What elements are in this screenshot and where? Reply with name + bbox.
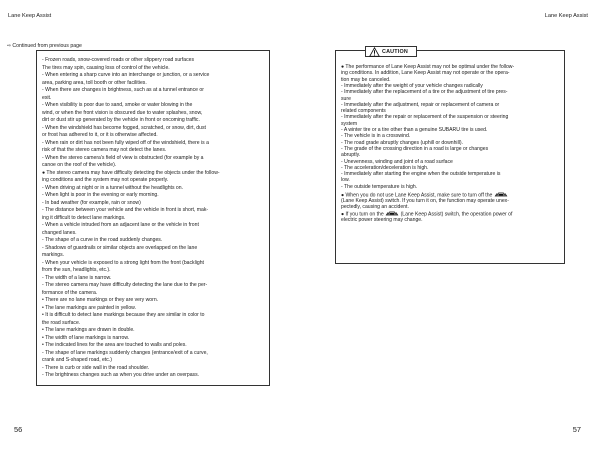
switch-note-text-4b: (Lane Keep Assist) switch, the operation power of (400, 211, 513, 218)
text-line: - When driving at night or in a tunnel without the headlights on. (42, 184, 184, 191)
text-line: or frost has adhered to it, or it is otherwise affected. (42, 132, 158, 138)
continued-arrow-icon: ⇨ (7, 43, 12, 49)
text-line: - When entering a sharp curve into an interchange or junction, or a service (42, 72, 210, 78)
text-line: - When light is poor in the evening or early morning. (42, 192, 159, 198)
caution-label: CAUTION (382, 48, 408, 55)
text-line: - When visibility is poor due to sand, smoke or water blowing in the (42, 102, 193, 108)
text-line: - When a vehicle intruded from an adjacent lane or the vehicle in front (42, 222, 199, 228)
text-line: - The stereo camera may have difficulty detecting the lane due to the per- (42, 282, 208, 288)
text-line: - When your vehicle is exposed to a strong light from the front (backlight (42, 259, 204, 266)
text-line: ing it difficult to detect lane markings. (42, 214, 126, 221)
text-line: tion may be canceled. (341, 76, 391, 83)
text-line: - The outside temperature is high. (341, 183, 418, 190)
text-line: - In bad weather (for example, rain or snow) (42, 199, 141, 206)
text-line: - Frozen roads, snow-covered roads or other slippery road surfaces (42, 57, 195, 63)
text-line: - The shape of a curve in the road suddenly changes. (42, 237, 163, 243)
lane-keep-assist-switch-icon (494, 192, 508, 197)
text-line: sure (341, 95, 351, 102)
text-line: - The vehicle is in a crosswind. (341, 133, 411, 140)
text-line: markings. (42, 252, 65, 258)
right-caution-box (335, 50, 565, 264)
caution-label-box (365, 46, 417, 57)
text-line: - Immediately after the weight of your vehicle changes radically (341, 82, 483, 89)
text-line: - The shape of lane markings suddenly changes (entrance/exit of a curve, (42, 349, 208, 356)
text-line: related components (341, 108, 386, 115)
text-line: wind, or when the front vision is obscured due to water splashes, snow, (42, 109, 203, 116)
text-line: ● The stereo camera may have difficulty detecting the objects under the follow- (42, 169, 220, 176)
page-number-left: 56 (14, 425, 23, 434)
left-caution-box (36, 50, 270, 386)
text-line: - Shadows of guardrails or similar objects are overlapped on the lane (42, 244, 198, 251)
text-line: abruptly. (341, 152, 361, 159)
text-line: the road surface. (42, 319, 81, 326)
switch-note-text-1: ● When you do not use Lane Keep Assist, make sure to turn off the (341, 192, 493, 199)
text-line: - A winter tire or a tire other than a genuine SUBARU tire is used. (341, 127, 488, 133)
text-line: - When there are changes in brightness, such as at a tunnel entrance or (42, 87, 204, 93)
text-line: exit. (42, 94, 52, 101)
text-line: from the sun, headlights, etc.). (42, 267, 111, 273)
text-line: low. (341, 177, 350, 184)
text-line: - Unevenness, winding and joint of a road surface (341, 158, 453, 165)
text-line: • The width of lane markings is narrow. (42, 334, 130, 341)
text-line: - The acceleration/deceleration is high. (341, 164, 429, 171)
switch-note-text-4: ● If you turn on the (341, 211, 384, 218)
text-line: ● The performance of Lane Keep Assist may not be optimal under the follow- (341, 64, 515, 70)
text-line: The tires may spin, causing loss of control of the vehicle. (42, 64, 170, 71)
text-line: - Immediately after starting the engine when the outside temperature is (341, 171, 501, 178)
text-line: • The indicated lines for the area are touched to walls and poles. (42, 342, 187, 348)
text-line: - There is curb or side wall in the road shoulder. (42, 364, 150, 371)
text-line: system (341, 120, 358, 127)
text-line: dirt or dust stir up generated by the vehicle in front or oncoming traffic. (42, 117, 200, 123)
text-line: - When rain or dirt has not been fully wiped off of the windshield, there is a (42, 139, 209, 146)
text-line: - When the windshield has become fogged, scratched, or snow, dirt, dust (42, 124, 206, 131)
text-line: - The distance between your vehicle and the vehicle in front is short, mak- (42, 207, 209, 213)
text-line: changed lanes. (42, 229, 77, 236)
continued-notice (7, 43, 82, 49)
text-line: - Immediately after the replacement of a tire or the adjustment of tire pres- (341, 89, 508, 96)
running-header-left: Lane Keep Assist (8, 13, 52, 19)
continued-text: Continued from previous page (12, 43, 82, 49)
switch-note-line-3: pectedly, causing an accident. (341, 204, 409, 210)
text-line: • The lane markings are drawn in double. (42, 327, 135, 333)
text-line: formance of the camera. (42, 289, 98, 296)
switch-note-line-2: (Lane Keep Assist) switch. If you turn it on, the function may operate unex- (341, 198, 509, 204)
text-line: - Immediately after the repair or replacement of the suspension or steering (341, 114, 509, 121)
running-header-right: Lane Keep Assist (544, 13, 588, 19)
text-line: - The road grade abruptly changes (uphill or downhill). (341, 139, 463, 146)
warning-triangle-icon (369, 47, 380, 57)
text-line: - The grade of the crossing direction in a road is large or changes (341, 145, 489, 152)
text-line: risk of that the stereo camera may not detect the lanes. (42, 147, 167, 153)
text-line: - The brightness changes such as when you drive under an overpass. (42, 372, 200, 378)
page-number-right: 57 (572, 425, 581, 434)
text-line: ing conditions and the system may not operate properly. (42, 177, 169, 183)
text-line: • The lane markings are painted in yellow. (42, 304, 136, 311)
text-line: canoe on the roof of the vehicle). (42, 162, 117, 168)
text-line: ing conditions. In addition, Lane Keep Assist may not operate or the opera- (341, 70, 510, 77)
text-line: • There are no lane markings or they are very worn. (42, 297, 159, 303)
text-line: crank and S-shaped road, etc.) (42, 357, 112, 363)
switch-note-line-5: electric power steering may change. (341, 217, 423, 223)
text-line: - The width of a lane is narrow. (42, 274, 112, 281)
text-line: • It is difficult to detect lane markings because they are similar in color to (42, 312, 205, 318)
text-line: area, parking area, toll booth or other facilities. (42, 79, 147, 86)
text-line: - When the stereo camera's field of view is obstructed (for example by a (42, 154, 204, 161)
lane-keep-assist-switch-icon (385, 211, 399, 216)
text-line: - Immediately after the adjustment, repair or replacement of camera or (341, 101, 500, 108)
